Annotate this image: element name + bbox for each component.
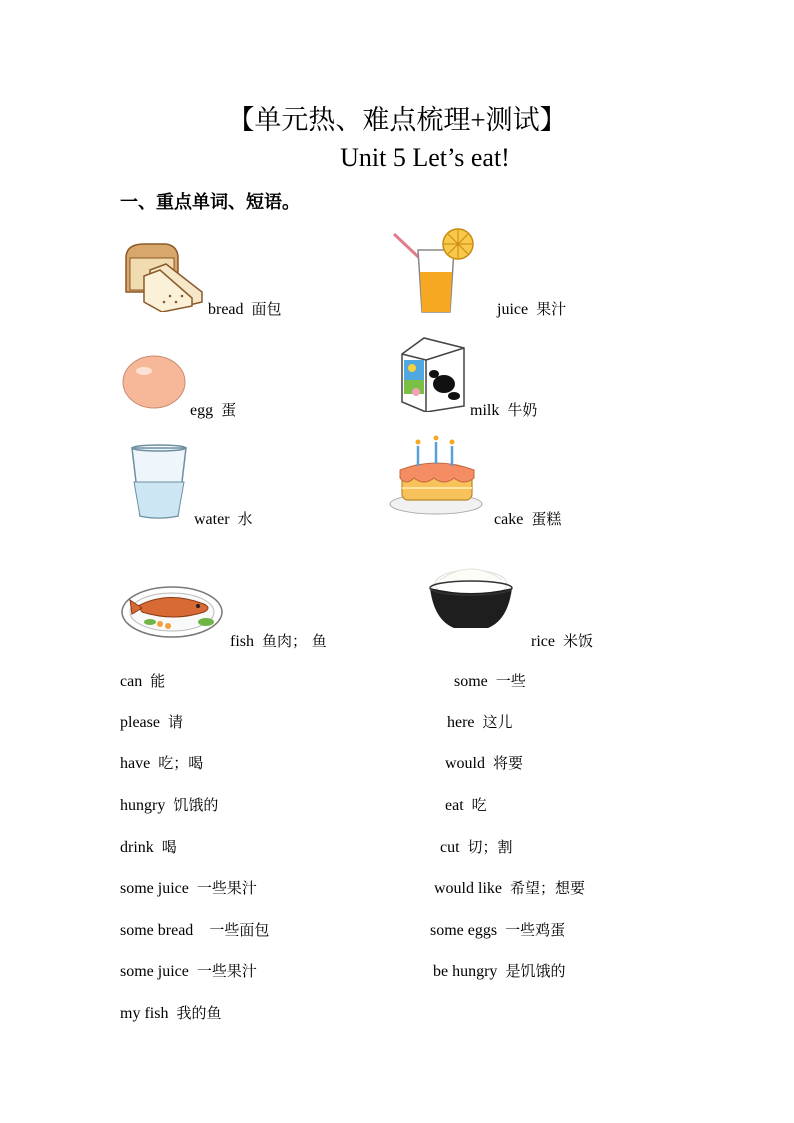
word-bread: bread 面包 — [208, 300, 282, 318]
rice-bowl-icon — [428, 564, 514, 632]
word-water: water 水 — [194, 510, 253, 528]
word-cake: cake 蛋糕 — [494, 510, 562, 528]
word-egg: egg 蛋 — [190, 401, 237, 419]
vocab-item: some bread 一些面包 — [120, 921, 270, 939]
vocab-item: please 请 — [120, 713, 183, 731]
vocab-item: be hungry 是饥饿的 — [433, 962, 566, 980]
water-glass-icon — [130, 444, 188, 520]
juice-icon — [390, 228, 480, 314]
vocab-item: drink 喝 — [120, 838, 177, 856]
page-title: 【单元热、难点梳理+测试】 — [227, 105, 567, 135]
vocab-item: some eggs 一些鸡蛋 — [430, 921, 566, 939]
bread-icon — [122, 240, 206, 312]
vocab-item: would like 希望；想要 — [434, 879, 586, 897]
vocab-item: can 能 — [120, 672, 166, 690]
vocab-item: would 将要 — [445, 754, 524, 772]
vocab-item: my fish 我的鱼 — [120, 1004, 222, 1022]
word-rice: rice 米饭 — [531, 632, 593, 650]
vocab-item: cut 切；割 — [440, 838, 513, 856]
vocab-item: hungry 饥饿的 — [120, 796, 219, 814]
egg-icon — [122, 353, 188, 409]
fish-plate-icon — [120, 584, 226, 640]
milk-carton-icon — [396, 336, 468, 412]
vocab-item: some juice 一些果汁 — [120, 962, 257, 980]
vocab-item: some 一些 — [454, 672, 526, 690]
word-juice: juice 果汁 — [497, 300, 567, 318]
vocab-item: here 这儿 — [447, 713, 513, 731]
cake-icon — [388, 434, 486, 516]
unit-subtitle: Unit 5 Let’s eat! — [340, 143, 510, 172]
vocab-item: have 吃；喝 — [120, 754, 204, 772]
section-heading: 一、重点单词、短语。 — [120, 192, 300, 213]
word-fish: fish 鱼肉； 鱼 — [230, 632, 327, 650]
word-milk: milk 牛奶 — [470, 401, 538, 419]
vocab-item: eat 吃 — [445, 796, 487, 814]
vocab-item: some juice 一些果汁 — [120, 879, 257, 897]
